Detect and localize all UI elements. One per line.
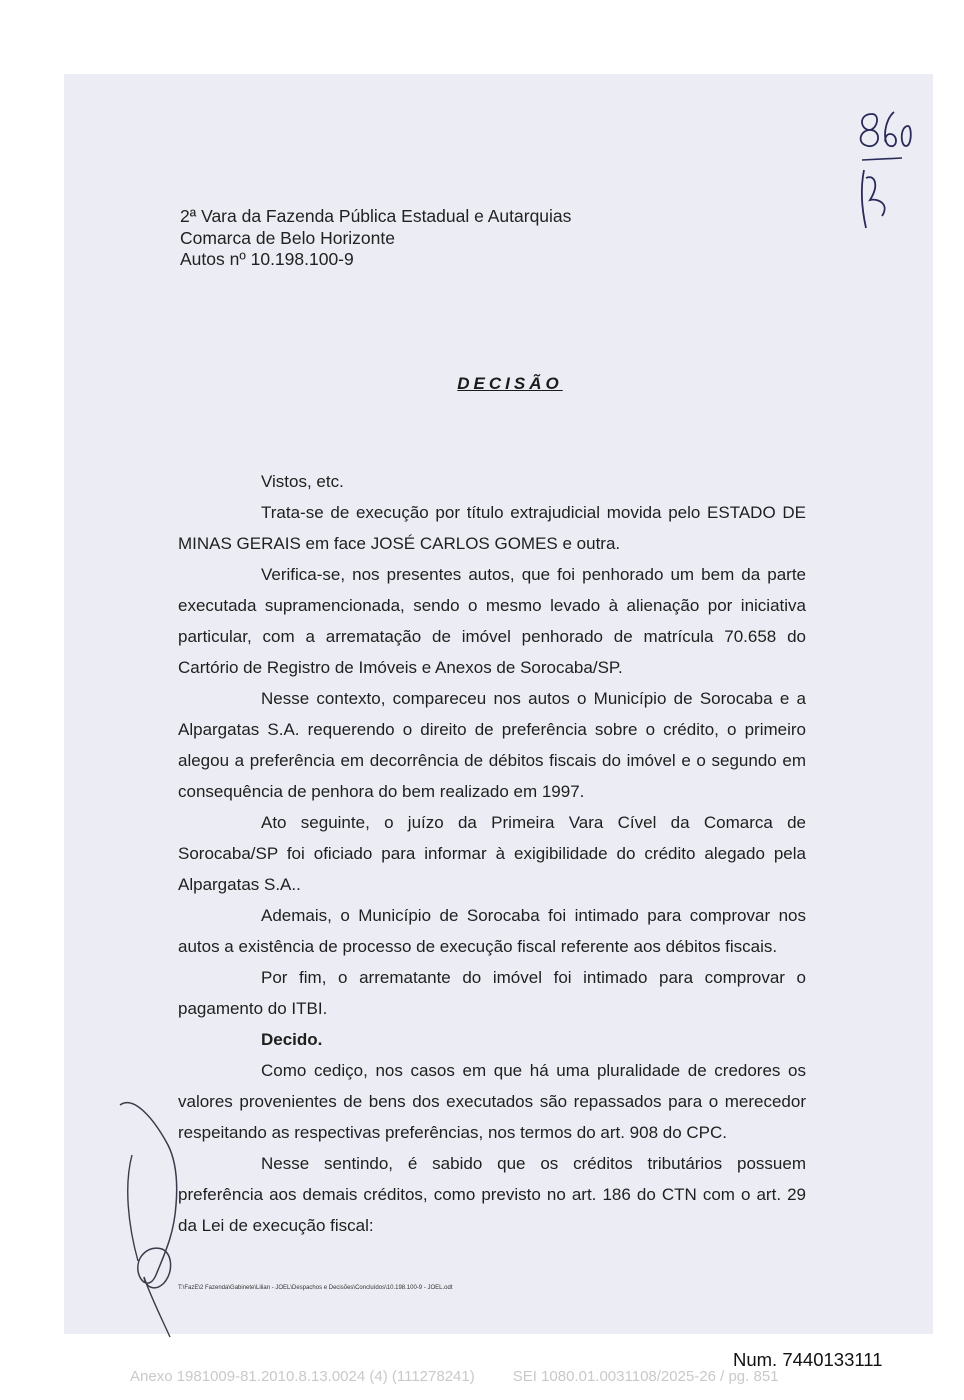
handwritten-signature xyxy=(110,1085,200,1340)
paragraph: Vistos, etc. xyxy=(261,472,344,491)
decision-body xyxy=(178,466,806,1241)
paragraph: Nesse contexto, compareceu nos autos o Município de Sorocaba e a Alpargatas S.A. requerendo o direito de preferência sobre o crédito, o primeiro alegou a preferência em decorrência de débitos fiscais do imóvel e o segundo em consequência de penhora do bem realizado em 1997. xyxy=(178,689,806,801)
document-number: Num. 7440133111 xyxy=(733,1349,883,1370)
paragraph: Nesse sentindo, é sabido que os créditos tributários possuem preferência aos demais créditos, como previsto no art. 186 do CTN com o art. 29 da Lei de execução fiscal: xyxy=(178,1154,806,1235)
paragraph: Trata-se de execução por título extrajudicial movida pelo ESTADO DE MINAS GERAIS em face JOSÉ CARLOS GOMES e outra. xyxy=(178,503,806,553)
decision-heading: Decido. xyxy=(261,1030,323,1049)
paragraph: Como cediço, nos casos em que há uma pluralidade de credores os valores provenientes de bens dos executados são repassados para o merecedor respeitando as respectivas preferências, nos termos do art. 908 do CPC. xyxy=(178,1061,806,1142)
annex-stamp xyxy=(130,1368,779,1385)
paragraph: Ademais, o Município de Sorocaba foi intimado para comprovar nos autos a existência de processo de execução fiscal referente aos débitos fiscais. xyxy=(178,906,806,956)
paragraph: Por fim, o arrematante do imóvel foi intimado para comprovar o pagamento do ITBI. xyxy=(178,968,806,1018)
annex-reference: Anexo 1981009-81.2010.8.13.0024 (4) (111278241) xyxy=(130,1368,475,1385)
paragraph: Verifica-se, nos presentes autos, que foi penhorado um bem da parte executada supramencionada, sendo o mesmo levado à alienação por iniciativa particular, com a arrematação de imóvel penhorado de matrícula 70.658 do Cartório de Registro de Imóveis e Anexos de Sorocaba/SP. xyxy=(178,565,806,677)
document-title: DECISÃO xyxy=(457,374,563,393)
sei-reference: SEI 1080.01.0031108/2025-26 / pg. 851 xyxy=(512,1368,779,1385)
handwritten-page-number xyxy=(850,100,920,250)
file-path: T:\FazE\2 Fazenda\Gabinete\Lilian - JOEL\Despachos e Decisões\Concluídos\10.198.100-9 - JOEL.odt xyxy=(178,1285,453,1291)
comarca: Comarca de Belo Horizonte xyxy=(180,227,395,248)
case-number: Autos nº 10.198.100-9 xyxy=(180,249,354,269)
court-name: 2ª Vara da Fazenda Pública Estadual e Autarquias xyxy=(180,206,572,226)
court-header xyxy=(180,206,571,271)
paragraph: Ato seguinte, o juízo da Primeira Vara Cível da Comarca de Sorocaba/SP foi oficiado para informar à exigibilidade do crédito alegado pela Alpargatas S.A.. xyxy=(178,813,806,894)
